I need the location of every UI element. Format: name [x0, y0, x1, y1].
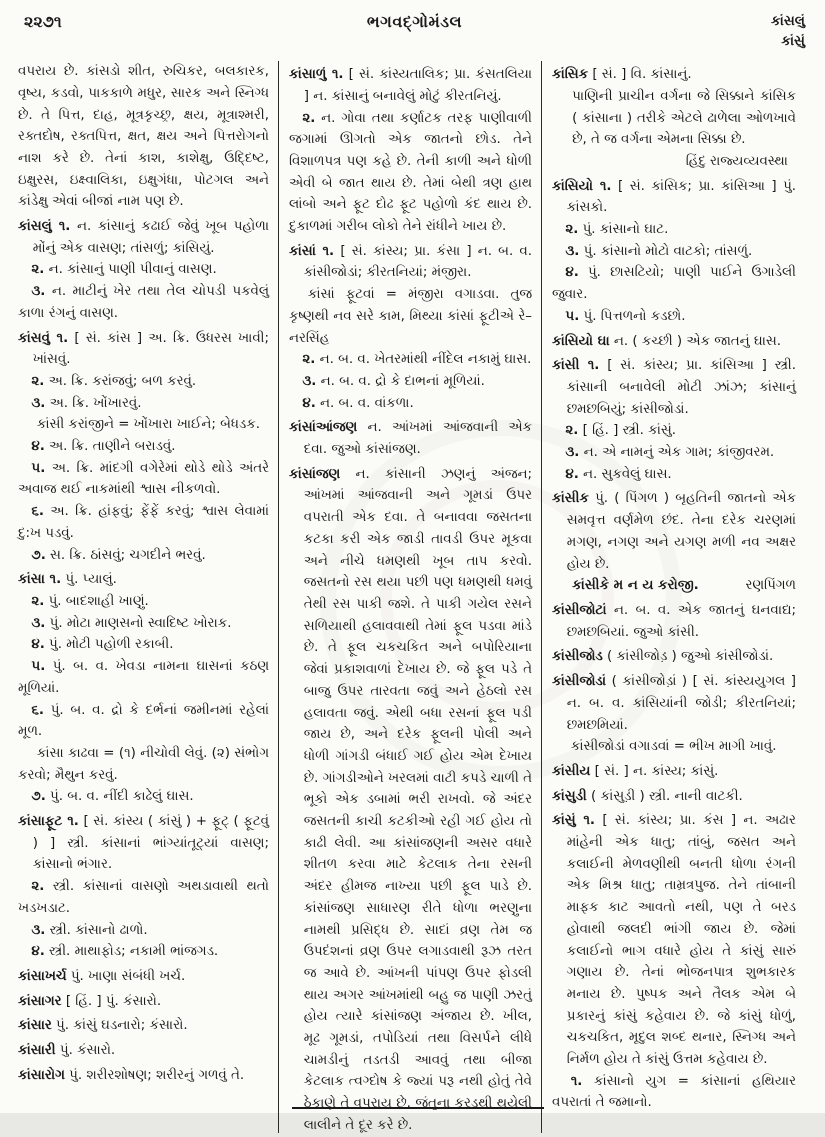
book-title: ભગવદ્‌ગોમંડલ — [366, 12, 463, 31]
headword: કાંસારી — [18, 1043, 56, 1059]
column-2 — [279, 61, 542, 1133]
dictionary-entry: કાંસીક પું. ( પિંગળ ) બૃહતિની જાતનો એક સમવૃત્ત વર્ણમેળ છંદ. તેના દરેક ચરણમાં મગણ, નગણ અને યગણ મળી નવ અક્ષર હોય છે. — [552, 491, 796, 572]
headword: ૧. — [570, 1073, 583, 1089]
dictionary-paragraph: ૨. સ્ત્રી. કાંસાનાં વાસણો અથડાવાથી થતો ખડખડાટ. — [18, 879, 269, 916]
headword: ૪. — [565, 466, 579, 482]
dictionary-entry: કાંસીજોટાં ન. બ. વ. એક જાતનું ઘનવાદ્ય; છમછબિયાં. જુઓ કાંસી. — [552, 603, 796, 640]
dictionary-paragraph: ૩. ન. એ નામનું એક ગામ; કાંજીવરમ. — [565, 445, 775, 461]
dictionary-entry: કાંસુડી ( કાંસુડ઼ી ) સ્ત્રી. નાની વાટકી. — [552, 788, 743, 804]
headword: ૪. — [31, 944, 45, 960]
dictionary-paragraph: કાંસા કાઢવા = (૧) નીચોવી લેવું. (૨) સંભોગ કરવો; મૈથુન કરવું. — [18, 745, 269, 783]
dictionary-paragraph: ૬. અ. ક્રિ. હાંફવું; ફેંફેં કરવું; શ્વાસ લેવામાં દુ:ખ પડવું. — [18, 504, 269, 541]
dictionary-paragraph: ૭. પું. બ. વ. નીંદી કાઢેલું ઘાસ. — [31, 789, 194, 805]
dictionary-paragraph: ૨. ન. ગોવા તથા કર્ણાટક તરફ પાણીવાળી જગામાં ઊગતો એક જાતનો છોડ. તેને વિશાળપત્ર પણ કહે છે. તેની કાળી અને ધોળી એવી બે જાત થાય છે. તેમાં બેથી ત્રણ હાથ લાંબો અને ફૂટ દોઢ ફૂટ પહોળો કંદ થાય છે. દુકાળમાં ગરીબ લોકો તેને રાંધીને ખાય છે. — [289, 110, 532, 235]
headword: ૬. — [31, 504, 44, 520]
headword: કાંસીજોડ — [552, 649, 603, 665]
dictionary-entry: કાંસિયો ૧. [ સં. કાંસિક; પ્રા. કાંસિઆ ] પું. કાંસકો. — [552, 178, 797, 216]
dictionary-paragraph: હિંદુ રાજ્યવ્યવસ્થા — [685, 153, 788, 169]
guide-word-last: કાંસું — [781, 32, 805, 49]
headword: ૩. — [565, 243, 580, 259]
headword: કાંસિયો ૧. — [552, 178, 612, 194]
column-1 — [16, 61, 279, 1133]
dictionary-paragraph: ૨. પું. બાદશાહી ખાણું. — [31, 594, 149, 609]
headword: કાંસીજોડાં — [552, 674, 607, 690]
dictionary-entry: કાંસિયો ઘા ન. ( કચ્છી ) એક જાતનું ઘાસ. — [552, 333, 782, 349]
headword: ૩. — [565, 445, 580, 461]
dictionary-paragraph: ૪. પું. મોટી પહોળી રકાબી. — [31, 637, 174, 653]
dictionary-paragraph: પાણિની પ્રાચીન વર્ગના જે સિક્કાને કાંસિક ( કાંસાના ) તરીકે એટલે ઢાળેલા ઓળખાવે છે, તે જ વર્ગના એમના સિક્કા છે. — [572, 88, 796, 148]
headword: કાંસી ૧. — [552, 358, 600, 374]
headword: ૪. — [31, 439, 45, 455]
headword: ૭. — [31, 547, 46, 563]
dictionary-paragraph: ૬. પું. બ. વ. દ્રો કે દર્ભનાં જમીનમાં રહેલાં મૂળ. — [18, 702, 269, 740]
dictionary-paragraph — [552, 575, 796, 597]
headword: ૪. — [302, 395, 316, 411]
headword: ૨. — [302, 352, 316, 368]
headword: કાંસિક — [552, 67, 589, 83]
dictionary-paragraph: ૪. ન. સુકવેલું ઘાસ. — [565, 466, 672, 482]
dictionary-paragraph: ૩. ન. બ. વ. દ્રો કે દાભનાં મૂળિયાં. — [302, 373, 485, 389]
dictionary-paragraph: વપરાય છે. કાંસડો શીત, રુચિકર, બલકારક, વૃષ્ય, કડવો, પાકકાળે મધુર, સારક અને સ્નિગ્ધ છે. તે પિત્ત, દાહ, મૂત્રકૃચ્છ્ર, ક્ષય, મૂત્રાશ્મરી, રક્તદોષ, રક્તપિત્ત, ક્ષત, ક્ષય અને પિત્તરોગનો નાશ કરે છે. તેનાં કાશ, કાશેક્ષુ, ઉદ્દિષ્ટ, ઇક્ષુરસ, ઇક્ષ્વાલિકા, ઇક્ષુગંધા, પોટગલ અને કાંડેક્ષુ એવાં બીજાં નામ પણ છે. — [18, 64, 269, 210]
dictionary-paragraph: ૩. પું. મોટા માણસનો સ્વાદિષ્ટ ખોરાક. — [31, 615, 232, 631]
headword: કાંસાં ૧. — [289, 243, 335, 259]
headword: કાંસીય — [552, 763, 591, 779]
headword: ૪. — [565, 265, 579, 281]
headword: ૨. — [565, 423, 579, 439]
dictionary-paragraph: ૪. પું. છાસટિયો; પાણી પાઈને ઉગાડેલી જુવાર. — [552, 265, 796, 303]
dictionary-paragraph: કાંસાં ફૂટવાં = મંજીરા વગાડવા. તુજ કૃષ્ણથી નવ સરે કામ, મિથ્યા કાંસાં ફૂટીએ રે–નરસિંહ — [289, 287, 532, 346]
dictionary-paragraph: ૩. સ્ત્રી. કાંસાનો ઢાળો. — [31, 922, 148, 938]
headword: કાંસારોગ — [18, 1067, 65, 1083]
headword: કાંસુડી — [552, 788, 587, 804]
dictionary-entry: કાંસીય [ સં. ] ન. કાંસ્ય; કાંસું. — [552, 763, 719, 779]
headword: ૩. — [31, 395, 46, 411]
dictionary-entry: કાંસાખર્ચ પું. ખાણા સંબંધી ખર્ચ. — [18, 968, 186, 984]
dictionary-entry: કાંસલું ૧. ન. કાંસાનું કઢાઈ જેવું ખૂબ પહોળા મોંનું એક વાસણ; તાંસળું; કાંસિયું. — [18, 219, 270, 256]
headword: કાંસાગર — [18, 993, 62, 1009]
column-3 — [542, 61, 805, 1133]
citation-source: રણપિંગળ — [745, 578, 796, 594]
headword: કાંસાર — [18, 1018, 52, 1034]
headword: ૨. — [302, 110, 316, 126]
page-number: ૨૨૭૧ — [24, 12, 62, 31]
headword: ૨. — [31, 373, 45, 389]
headword: કાંસાંજણ — [289, 466, 341, 482]
headword: ૩. — [302, 373, 317, 389]
dictionary-entry: કાંસા ૧. પું. પ્યાલું. — [18, 572, 117, 588]
guide-words — [695, 12, 805, 51]
dictionary-entry: કાંસવું ૧. [ સં. કાંસ ] અ. ક્રિ. ઉધરસ ખાવી; ખાંસવું. — [18, 330, 270, 368]
headword: કાંસાંઆંજણ — [289, 420, 358, 436]
dictionary-paragraph: ૨. અ. ક્રિ. કરાંજવું; બળ કરવું. — [31, 373, 197, 389]
headword: કાંસાળું ૧. — [289, 67, 344, 83]
headword: કાંસાખર્ચ — [18, 968, 67, 984]
headword: કાંસીકે મ ન ય કરોજી. — [572, 578, 699, 594]
dictionary-paragraph: ૫. અ. ક્રિ. માંદગી વગેરેમાં થોડે થોડે અંતરે અવાજ થઈ નાકમાંથી શ્વાસ નીકળવો. — [18, 460, 269, 498]
headword: કાંસિયો ઘા — [552, 333, 610, 349]
headword: ૨. — [31, 879, 45, 895]
dictionary-paragraph: કાંસીજોડાં વગાડવાં = ભીખ માગી ખાવું. — [570, 739, 777, 755]
headword: ૬. — [31, 702, 44, 718]
dictionary-entry: કાંસાંજણ ન. કાંસાની ઝણનું અંજન; આંખમાં આંજવાની અને ગૂમડાં ઉપર વપરાતી એક દવા. તે બનાવવા જસતના કટકા કરી એક જાડી તાવડી ઉપર મૂકવા અને નીચે ધમણથી ખૂબ તાપ કરવો. જસતનો રસ થયા પછી પણ ધમણથી ધમવું તેથી રસ પાકી જશે. તે પાકી ગયેલ રસને સળિયાથી હલાવવાથી તેમાં ફૂલ પડવા માંડે છે. તે ફૂલ ચકચકિત અને બપોરિયાના જેવાં પ્રકાશવાળાં દેખાય છે. જે ફૂલ પડે તે બાજુ ઉપર તારવતા જવું અને હેઠલો રસ હલાવતા જવું. એથી બધા રસનાં ફૂલ પડી જાય છે, અને દરેક ફૂલની પોલી અને ધોળી ગાંગડી બંધાઈ ગઈ હોય એમ દેખાય છે. ગાંગડીઓને ખરલમાં વાટી કપડે ચાળી તે ભૂકો એક ડબામાં ભરી રાખવો. જે અંદર જસતની કાચી કટકીઓ રહી ગઈ હોય તો કાઢી લેવી. આ કાંસાંજણની અસર વધારે શીતળ કરવા માટે કેટલાક તેના રસની અંદર હીમજ નાખ્યા પછી ફૂલ પાડે છે. કાંસાંજણ સાધારણ રીતે ધોળા ભરણુના નામથી પ્રસિદ્ધ છે. સાદાં વ્રણ તેમ જ ઉપદંશનાં વ્રણ ઉપર લગાડવાથી રૂઝ તરત જ આવે છે. આંખની પાંપણ ઉપર ફોડલી થાય અગર આંખમાંથી બહુ જ પાણી ઝરતું હોય ત્યારે કાંસાંજણ અંજાય છે. ખીલ, મૂઢ ગૂમડાં, તપોડિયાં તથા વિસર્પને લીધે ચામડીનું તડતડી આવવું તથા બીજા કેટલાક ત્વગ્દોષ કે જ્યાં પરૂ નથી હોતું તેવે ઠેકાણે તે વપરાય છે. જંતુના કરડથી થયેલી લાલીને તે દૂર કરે છે. — [289, 466, 532, 1133]
dictionary-paragraph: ૪. અ. ક્રિ. તાણીને બરાડવું. — [31, 439, 176, 455]
dictionary-paragraph: ૪. સ્ત્રી. માથાફોડ; નકામી ભાંજગડ. — [31, 944, 219, 960]
dictionary-paragraph: ૨. ન. બ. વ. ખેતરમાંથી નીંદેલ નકામું ઘાસ. — [302, 352, 532, 368]
dictionary-entry: કાંસાર પું. કાંસું ઘડનારો; કંસારો. — [18, 1018, 188, 1034]
headword: ૫. — [31, 460, 46, 476]
dictionary-paragraph: ૨. પું. કાંસાનો ઘાટ. — [565, 222, 669, 238]
dictionary-paragraph: ૧. કાંસાનો યુગ = કાંસાનાં હથિયાર વપરાતાં તે જમાનો. — [552, 1073, 796, 1111]
headword: ૨. — [565, 222, 579, 238]
headword: ૪. — [31, 637, 45, 653]
dictionary-paragraph: ૫. પું. પિત્તળનો કડછો. — [565, 308, 686, 324]
dictionary-entry: કાંસાળું ૧. [ સં. કાંસ્યતાલિક; પ્રા. કંસતલિયા ] ન. કાંસાનું બનાવેલું મોટું કીરતનિયું. — [289, 67, 532, 104]
dictionary-entry: કાંસાગર [ હિં. ] પું. કંસારો. — [18, 993, 162, 1009]
dictionary-paragraph: ૩. અ. ક્રિ. ખોંખારવું. — [31, 395, 142, 411]
headword: કાંસીક — [552, 491, 589, 507]
guide-word-first: કાંસલું — [771, 13, 805, 29]
dictionary-entry: કાંસારોગ પું. શરીરશોષણ; શરીરનું ગળવું તે. — [18, 1067, 245, 1083]
dictionary-paragraph: ૩. પું. કાંસાનો મોટો વાટકો; તાંસળું. — [565, 243, 753, 259]
dictionary-paragraph: ૨. [ હિં. ] સ્ત્રી. કાંસું. — [565, 423, 676, 439]
headword: કાંસાફૂટ ૧. — [18, 814, 79, 830]
headword: ૩. — [31, 615, 46, 631]
headword: ૩. — [31, 284, 46, 300]
text-columns — [0, 53, 825, 1133]
headword: ૫. — [31, 659, 46, 675]
headword: કાંસા ૧. — [18, 572, 62, 588]
dictionary-paragraph: ૭. સ. ક્રિ. ઠાંસવું; ચગદીને ભરવું. — [31, 547, 206, 563]
headword: ૩. — [31, 922, 46, 938]
dictionary-entry: કાંસી ૧. [ સં. કાંસ્ય; પ્રા. કાંસિઆ ] સ્ત્રી. કાંસાની બનાવેલી મોટી ઝાંઝ; કાંસાનું છમછબિયું; કાંસીજોડાં. — [552, 358, 796, 417]
dictionary-paragraph: કાંસી કરાંજીને = ખોંખારા ખાઈને; બેધડક. — [36, 417, 260, 433]
headword: ૫. — [565, 308, 580, 324]
dictionary-entry: કાંસારી પું. કંસારો. — [18, 1043, 116, 1059]
bottom-rule — [292, 1107, 544, 1109]
headword: કાંસવું ૧. — [18, 330, 69, 346]
headword: ૭. — [31, 789, 46, 805]
dictionary-paragraph: ૨. ન. કાંસાનું પાણી પીવાનું વાસણ. — [31, 262, 217, 278]
dictionary-entry: કાંસું ૧. [ સં. કાંસ્ય; પ્રા. કંસ ] ન. અઢાર માંહેની એક ધાતુ; તાંબું, જસત અને કલાઈની મેળવણીથી બનતી ધોળા રંગની એક મિશ્ર ધાતુ; તામ્રત્રપુજ. તેને તાંબાની માફક કાટ આવતો નથી, પણ તે બરડ હોવાથી જલદી ભાંગી જાય છે. જેમાં કલાઈનો ભાગ વધારે હોય તે કાંસું સારું ગણાય છે. તેનાં ભોજનપાત્ર શુભકારક મનાય છે. પુષ્પક અને તૈલક એમ બે પ્રકારનું કાંસું કહેવાય છે. જે કાંસું ધોળું, ચકચકિત, મૃદુલ શબ્દ થનાર, સ્નિગ્ધ અને નિર્મળ હોય તે કાંસું ઉત્તમ કહેવાય છે. — [552, 813, 796, 1068]
dictionary-paragraph: ૩. ન. માટીનું ખેર તથા તેલ ચોપડી પકવેલું કાળા રંગનું વાસણ. — [18, 284, 269, 321]
headword: કાંસું ૧. — [552, 813, 595, 829]
headword: ૨. — [31, 262, 45, 278]
page-header — [0, 0, 825, 53]
dictionary-entry: કાંસિક [ સં. ] વિ. કાંસાનું. — [552, 67, 692, 83]
dictionary-paragraph: ૪. ન. બ. વ. વાંકળા. — [302, 395, 414, 411]
headword: કાંસીજોટાં — [552, 603, 607, 618]
dictionary-paragraph: ૫. પું. બ. વ. ખેવડા નામના ઘાસનાં કઠણ મૂળિયાં. — [18, 659, 269, 696]
headword: ૨. — [31, 594, 45, 609]
headword: કાંસલું ૧. — [18, 219, 71, 235]
dictionary-entry: કાંસીજોડ ( કાંસીજોડ઼ ) જુઓ કાંસીજોડાં. — [552, 649, 774, 665]
dictionary-entry: કાંસાંઆંજણ ન. આંખમાં આંજવાની એક દવા. જુઓ કાંસાંજણ. — [289, 420, 532, 458]
dictionary-entry: કાંસાફૂટ ૧. [ સં. કાંસ્ય ( કાંસું ) + ફૂટ્ ( ફૂટવું ) ] સ્ત્રી. કાંસાનાં ભાંગ્યાંતૂટ્યાં વાસણ; કાંસાનો ભંગાર. — [18, 814, 270, 873]
dictionary-entry: કાંસીજોડાં ( કાંસીજોડ઼ાં ) [ સં. કાંસ્યયુગલ ] ન. બ. વ. કાંસિયાંની જોડી; કીરતનિયાં; છમછમિયાં. — [552, 674, 796, 733]
dictionary-entry: કાંસાં ૧. [ સં. કાંસ્ય; પ્રા. કંસા ] ન. બ. વ. કાંસીજોડાં; કીરતનિયાં; મંજીરા. — [289, 243, 532, 281]
